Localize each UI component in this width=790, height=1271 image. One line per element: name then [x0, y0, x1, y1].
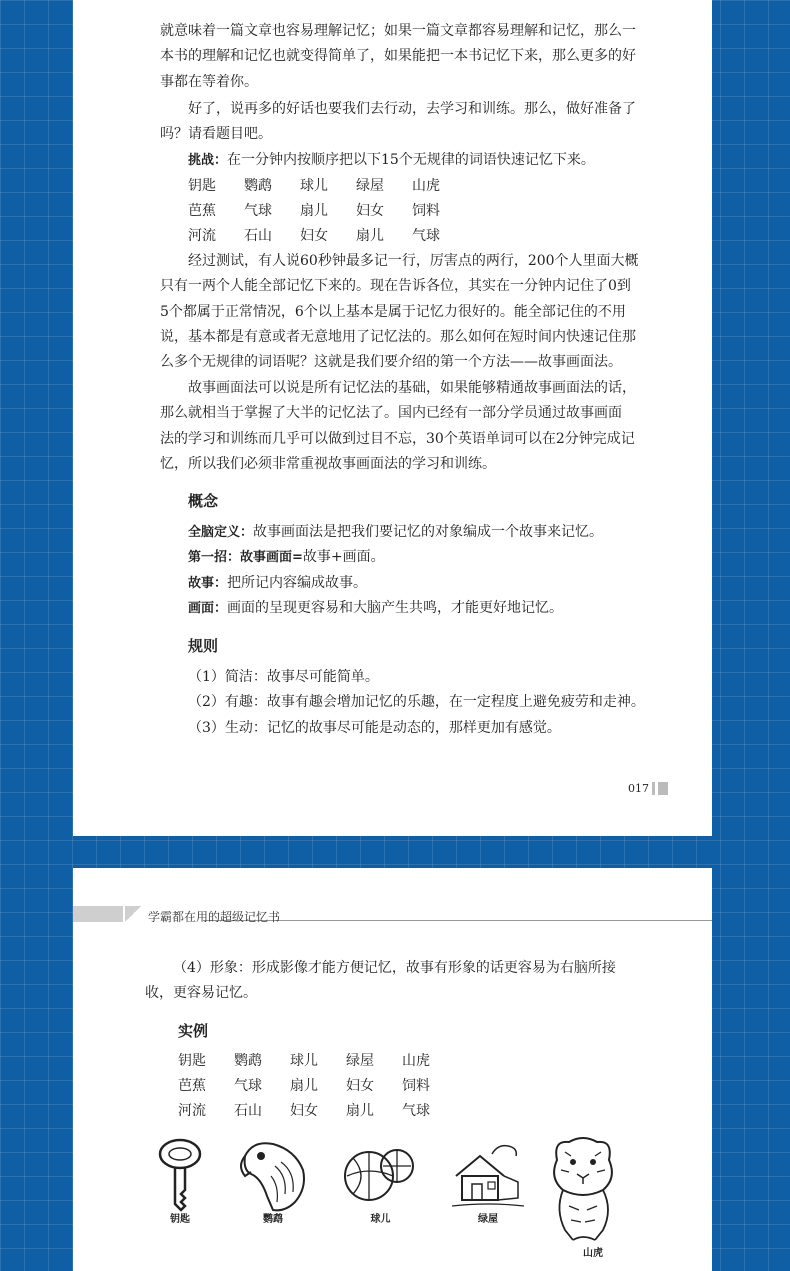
word: 球儿	[300, 178, 328, 194]
word: 气球	[402, 1103, 430, 1119]
word-row	[188, 199, 468, 224]
text-line: 法的学习和训练而几乎可以做到过目不忘，30个英语单词可以在2分钟完成记	[160, 430, 635, 447]
rule-item: （1）简洁：故事尽可能简单。	[188, 669, 379, 685]
book-page-017	[73, 0, 712, 836]
text-line: 就意味着一篇文章也容易理解记忆；如果一篇文章都容易理解和记忆，那么一	[160, 23, 636, 39]
illustration-caption: 球儿	[370, 1214, 391, 1225]
concept-list	[188, 520, 648, 621]
example-word-grid	[178, 1049, 458, 1124]
word: 扇儿	[290, 1078, 318, 1094]
word-row	[178, 1074, 458, 1099]
word: 饲料	[402, 1078, 430, 1094]
text-line: 只有一两个人能全部记忆下来的。现在告诉各位，其实在一分钟内记住了0到	[160, 278, 631, 295]
story-paragraph	[160, 376, 639, 477]
word: 妇女	[290, 1103, 318, 1119]
illustration-caption: 鹦鹉	[263, 1214, 283, 1225]
text-line: （4）形象：形成影像才能方便记忆，故事有形象的话更容易为右脑所接	[173, 960, 616, 976]
illustration-caption: 钥匙	[170, 1214, 190, 1225]
word: 球儿	[290, 1053, 318, 1069]
word: 绿屋	[346, 1053, 374, 1069]
text-line: 吗？请看题目吧。	[160, 126, 272, 143]
text-line: 事都在等着你。	[160, 73, 258, 90]
challenge-label: 挑战：	[188, 153, 228, 168]
balls-icon	[343, 1136, 418, 1216]
challenge-line	[188, 148, 667, 173]
concept-text: 画面的呈现更容易和大脑产生共鸣，才能更好地记忆。	[227, 599, 564, 616]
concept-text: 把所记内容编成故事。	[227, 574, 368, 591]
word: 绿屋	[356, 178, 384, 194]
word: 河流	[178, 1103, 206, 1119]
parrot-illustration	[233, 1136, 313, 1225]
word: 钥匙	[178, 1053, 206, 1069]
word: 芭蕉	[178, 1078, 206, 1094]
text-line: 么多个无规律的词语呢？这就是我们要介绍的第一个方法——故事画面法。	[160, 354, 622, 371]
key-illustration	[155, 1136, 205, 1225]
word-row	[188, 174, 468, 199]
word: 妇女	[356, 203, 384, 219]
example-heading: 实例	[178, 1022, 209, 1040]
word: 扇儿	[346, 1103, 374, 1119]
rule-item: （3）生动：记忆的故事尽可能是动态的，那样更加有感觉。	[188, 719, 561, 736]
page-marker-bar	[658, 782, 668, 795]
word-grid	[188, 174, 468, 249]
text-line: 好了，说再多的好话也要我们去行动，去学习和训练。那么，做好准备了	[188, 101, 636, 117]
rule-item: （2）有趣：故事有趣会增加记忆的乐趣，在一定程度上避免疲劳和走神。	[188, 694, 645, 711]
word: 河流	[188, 228, 216, 244]
text-line: 经过测试，有人说60秒钟最多记一行，厉害点的两行，200个人里面大概	[188, 253, 639, 269]
word-row	[178, 1049, 458, 1074]
text-line: 收，更容易记忆。	[145, 985, 257, 1002]
key-icon	[155, 1136, 205, 1216]
illustration-caption: 绿屋	[478, 1214, 498, 1225]
concept-line	[188, 571, 648, 596]
page-marker-bar	[652, 782, 655, 795]
word: 山虎	[402, 1053, 430, 1069]
header-stripe	[73, 906, 123, 922]
word: 扇儿	[300, 203, 328, 219]
word: 气球	[234, 1078, 262, 1094]
house-illustration	[448, 1136, 528, 1225]
word: 气球	[412, 228, 440, 244]
parrot-icon	[233, 1136, 313, 1216]
concept-label: 画面：	[188, 600, 228, 616]
word: 石山	[244, 228, 272, 244]
word: 扇儿	[356, 228, 384, 244]
illustration-caption: 山虎	[583, 1248, 603, 1259]
text-line: 故事画面法可以说是所有记忆法的基础，如果能够精通故事画面法的话，	[188, 380, 636, 396]
concept-text: 故事+画面。	[302, 549, 385, 566]
concept-heading: 概念	[188, 492, 219, 510]
word-row	[178, 1099, 458, 1124]
concept-label: 故事：	[188, 575, 228, 591]
concept-line	[188, 520, 648, 545]
word: 鹦鹉	[234, 1053, 262, 1069]
text-line: 忆，所以我们必须非常重视故事画面法的学习和训练。	[160, 455, 496, 472]
running-header-title: 学霸都在用的超级记忆书	[148, 910, 281, 924]
text-line: 5个都属于正常情况，6个以上基本是属于记忆力很好的。能全部记住的不用	[160, 303, 626, 320]
concept-label: 第一招：故事画面=	[188, 550, 303, 566]
word-row	[188, 224, 468, 249]
header-stripe-angle	[125, 906, 141, 922]
rule4-paragraph	[145, 956, 643, 1007]
word: 芭蕉	[188, 203, 216, 219]
word: 山虎	[412, 178, 440, 194]
word: 饲料	[412, 203, 440, 219]
word: 妇女	[346, 1078, 374, 1094]
test-paragraph	[160, 249, 639, 375]
balls-illustration	[343, 1136, 418, 1225]
book-page-next	[73, 868, 712, 1271]
rules-list	[188, 665, 648, 741]
text-line: 说，基本都是有意或者无意地用了记忆法的。那么如何在短时间内快速记住那	[160, 328, 636, 345]
word: 钥匙	[188, 178, 216, 194]
text-line: 本书的理解和记忆也就变得简单了，如果能把一本书记忆下来，那么更多的好	[160, 48, 636, 65]
concept-text: 故事画面法是把我们要记忆的对象编成一个故事来记忆。	[253, 524, 604, 540]
word: 气球	[244, 203, 272, 219]
word: 鹦鹉	[244, 178, 272, 194]
page-number	[628, 782, 668, 795]
house-icon	[448, 1136, 528, 1216]
challenge-text: 在一分钟内按顺序把以下15个无规律的词语快速记忆下来。	[227, 152, 595, 168]
word: 妇女	[300, 228, 328, 244]
concept-line	[188, 596, 648, 621]
prompt-paragraph	[160, 97, 639, 148]
word: 石山	[234, 1103, 262, 1119]
text-line: 那么就相当于掌握了大半的记忆法了。国内已经有一部分学员通过故事画面	[160, 405, 622, 422]
page-number-text: 017	[628, 782, 649, 795]
intro-paragraph	[160, 19, 639, 95]
tiger-illustration	[543, 1130, 623, 1259]
concept-line	[188, 545, 648, 570]
concept-label: 全脑定义：	[188, 525, 254, 540]
tiger-icon	[543, 1130, 623, 1250]
rules-heading: 规则	[188, 637, 219, 655]
